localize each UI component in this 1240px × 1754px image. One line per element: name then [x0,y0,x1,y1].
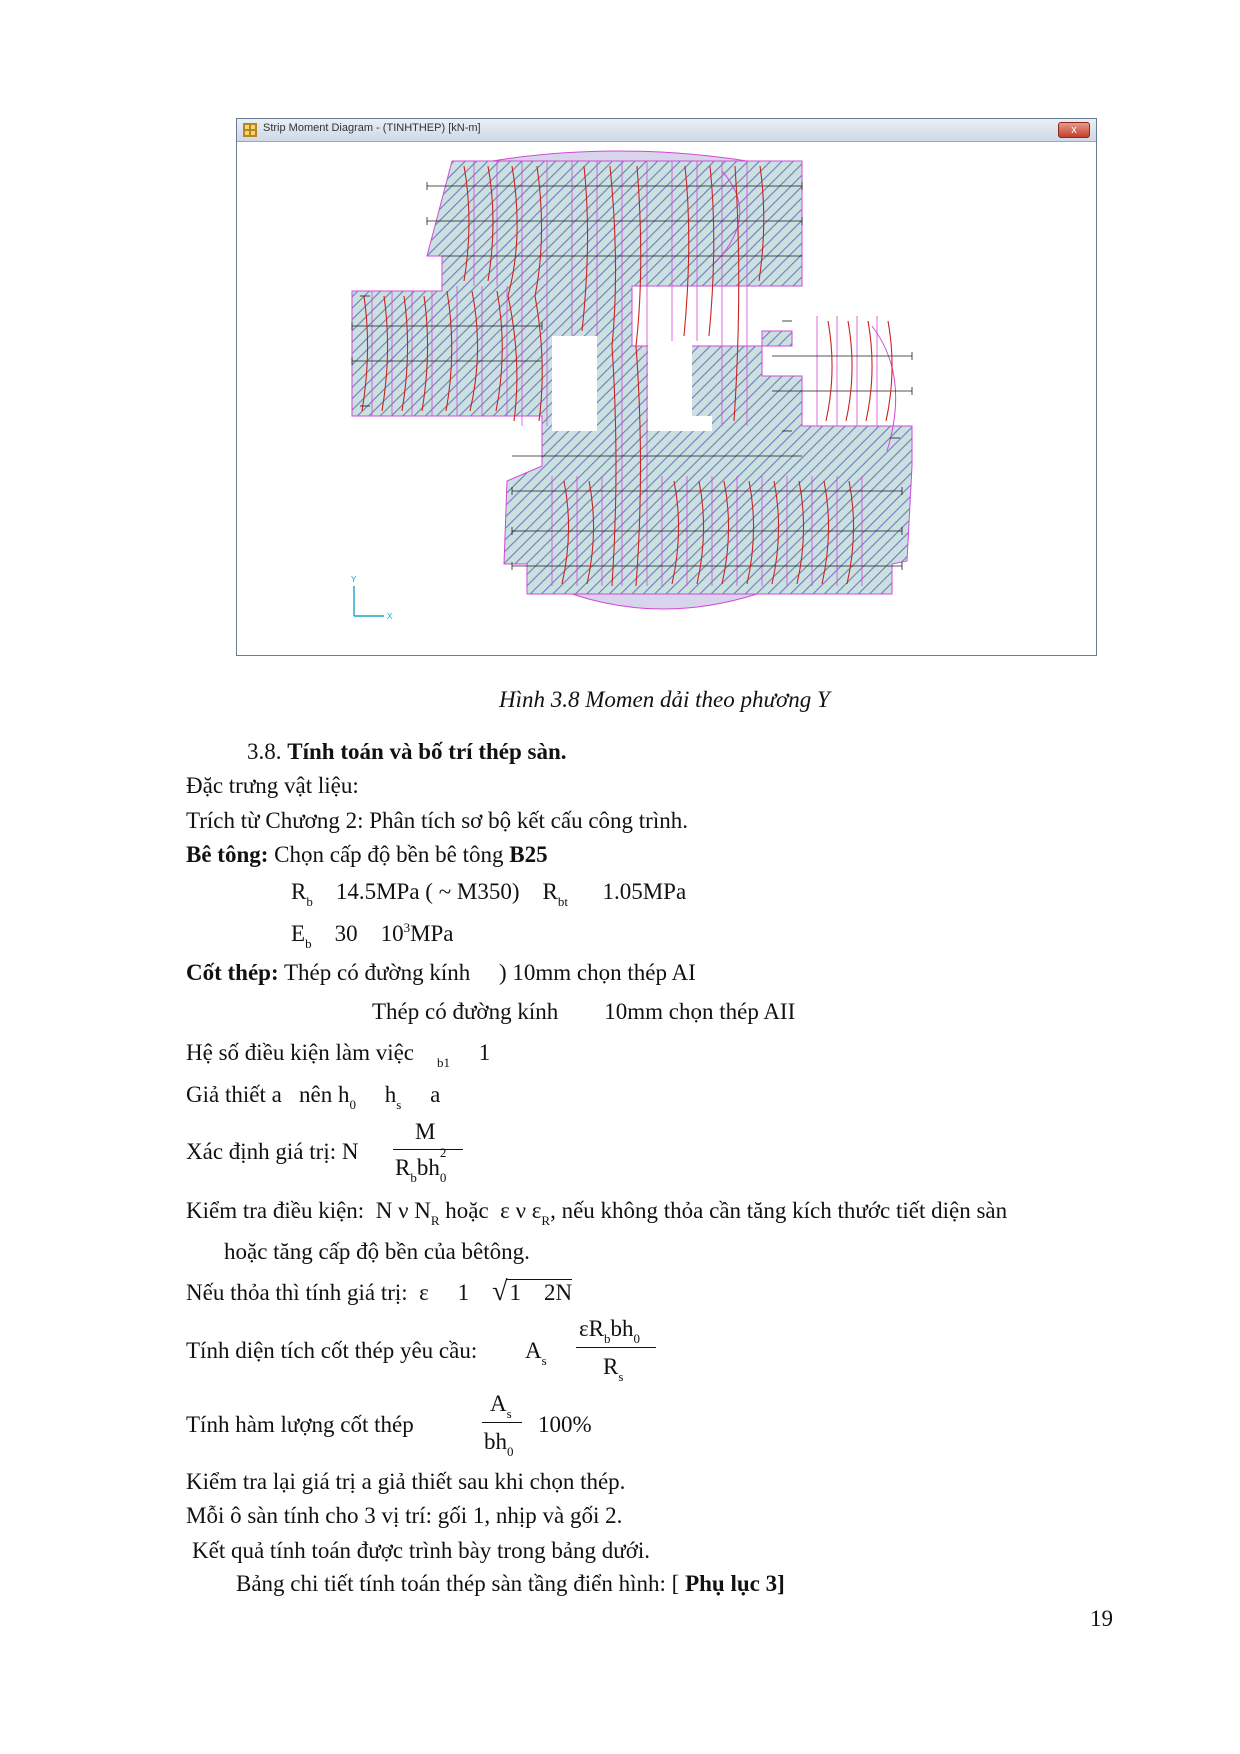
eb-power: 3 [403,920,411,935]
eb-formula [291,920,454,951]
page-number: 19 [1090,1606,1113,1631]
each-line: Mỗi ô sàn tính cho 3 vị trí: gối 1, nhịp và gối 2. [186,1503,623,1528]
ratio-numerator [490,1390,512,1421]
det-den-sub2: 0 [439,1170,447,1185]
section-heading [247,738,567,766]
area-num-sub2: 0 [633,1331,640,1346]
rbt-symbol: R [542,879,558,904]
steel-2a: Thép có đường kính [372,999,559,1024]
work-coef-sub: b1 [437,1055,451,1070]
det-den-r: R [395,1155,411,1180]
area-num-sub: b [604,1331,611,1346]
moment-diagram-canvas [242,146,1091,649]
check-3: hoặc [445,1198,489,1223]
assume-a: Giả thiết a [186,1082,282,1107]
steel-label: Cốt thép: [186,960,279,985]
rb-sub: b [306,894,313,909]
window-titlebar[interactable] [237,119,1096,142]
determine-denominator [395,1145,447,1185]
app-icon [243,123,257,137]
check-continue: hoặc tăng cấp độ bền của bêtông. [224,1239,530,1264]
check-2-sub: R [430,1213,440,1228]
determine-fraction-bar [393,1149,463,1150]
area-num: εR [579,1316,604,1341]
ratio-percent: 100% [538,1412,592,1437]
if-ok-line: Nếu thỏa thì tính giá trị: ε 1 √1 2N [186,1276,573,1307]
area-num-rest: bh [610,1316,634,1341]
eb-power-base: 10 [380,921,404,946]
material-line: Đặc trưng vật liệu: [186,773,359,798]
if-ok-text: Nếu thỏa thì tính giá trị: [186,1280,408,1305]
work-coef-text: Hệ số điều kiện làm việc [186,1040,415,1065]
concrete-grade: B25 [509,842,548,867]
assume-line [186,1081,440,1112]
axis-indicator [351,575,393,621]
concrete-label: Bê tông: [186,842,269,867]
area-den-sub: s [618,1369,624,1384]
check-2: N ν N [375,1198,431,1223]
assume-h0-sub: 0 [349,1097,357,1112]
eb-sub: b [305,936,312,951]
rb-symbol: R [291,879,307,904]
opening-left [552,336,597,431]
area-as-symbol: A [525,1338,542,1363]
ratio-fraction-bar [482,1422,522,1423]
eb-unit: MPa [410,921,454,946]
area-fraction-bar [576,1347,656,1348]
ratio-den-sub: 0 [507,1444,514,1459]
strip-moment-window [236,118,1097,656]
det-den-sup: 2 [439,1145,447,1160]
ratio-num-sub: s [506,1406,512,1421]
determine-text: Xác định giá trị: N [186,1139,359,1164]
table-text: Bảng chi tiết tính toán thép sàn tầng điển hình: [ [236,1571,680,1596]
result-line: Kết quả tính toán được trình bày trong bảng dưới. [192,1538,651,1563]
det-den-sub: b [410,1170,417,1185]
check-4: ε ν ε [500,1198,542,1223]
rb-formula [291,878,686,909]
steel-1a: Thép có đường kính [283,960,471,985]
eb-value: 30 [334,921,358,946]
close-button[interactable]: x [1058,122,1090,138]
area-text: Tính diện tích cốt thép yêu cầu: [186,1338,478,1363]
determine-numerator: M [415,1119,436,1144]
assume-a2: a [430,1082,441,1107]
window-title: Strip Moment Diagram - (TINHTHEP) [kN-m] [263,122,481,134]
assume-hs: h [384,1082,397,1107]
ratio-num: A [490,1391,507,1416]
assume-hs-sub: s [396,1097,402,1112]
section-number: 3.8. [247,739,282,764]
check-4-sub: R [541,1213,551,1228]
rb-value: 14.5MPa ( ~ M350) [335,879,520,904]
area-den: R [603,1354,619,1379]
area-numerator [579,1315,640,1346]
if-ok-eps: ε [419,1280,429,1305]
axis-y-label: Y [351,575,357,584]
area-as-sub: s [541,1353,547,1368]
work-coef-line [186,1039,490,1070]
rbt-sub: bt [557,894,568,909]
axis-x-label: X [387,612,393,621]
steel-line-2 [372,998,795,1026]
table-line [236,1570,785,1598]
steel-1b: ) 10mm chọn thép AI [498,960,696,985]
steel-line-1 [186,959,696,987]
if-ok-rad: 1 [509,1280,521,1305]
rbt-value: 1.05MPa [602,879,687,904]
work-coef-value: 1 [478,1040,491,1065]
assume-then: nên h [299,1082,350,1107]
check-1: Kiểm tra điều kiện: [186,1198,365,1223]
check-line [186,1197,1007,1228]
recheck-line: Kiểm tra lại giá trị a giả thiết sau khi chọn thép. [186,1469,626,1494]
area-as [525,1337,547,1368]
concrete-line [186,841,548,869]
figure-caption: Hình 3.8 Momen dải theo phương Y [499,687,830,712]
ratio-den: bh [484,1429,507,1454]
ratio-text: Tính hàm lượng cốt thép [186,1412,414,1437]
excerpt-line: Trích từ Chương 2: Phân tích sơ bộ kết cấu công trình. [186,808,688,833]
section-title: Tính toán và bố trí thép sàn. [287,739,567,764]
ratio-denominator [484,1428,514,1459]
steel-2b: 10mm chọn thép AII [604,999,796,1024]
area-denominator [603,1353,623,1384]
table-appendix: Phụ lục 3] [685,1571,785,1596]
check-5: , nếu không thỏa cần tăng kích thước tiết diện sàn [550,1198,1008,1223]
det-den-rest: bh [416,1155,440,1180]
eb-symbol: E [291,921,306,946]
if-ok-one: 1 [457,1280,470,1305]
if-ok-2n: 2N [543,1280,573,1305]
concrete-text: Chọn cấp độ bền bê tông [274,842,504,867]
